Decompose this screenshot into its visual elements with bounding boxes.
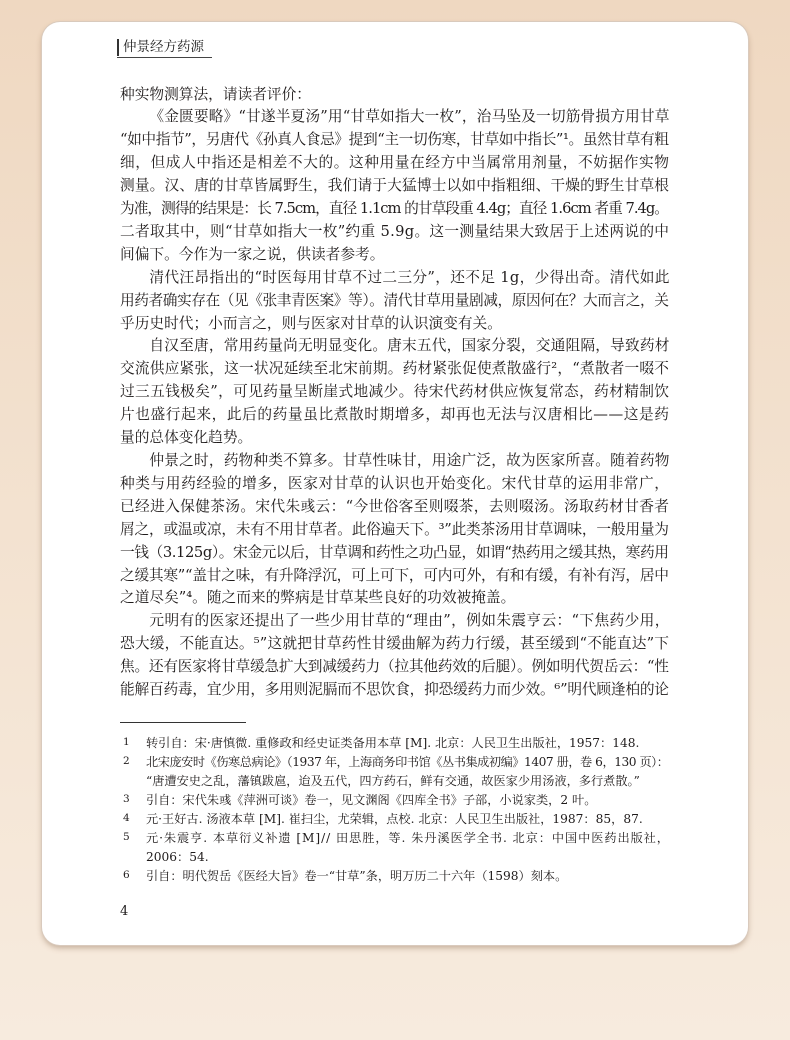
page-number: 4 xyxy=(120,904,129,919)
body-line: 乎历史时代；小而言之，则与医家对甘草的认识演变有关。 xyxy=(120,314,502,332)
paragraph xyxy=(120,84,669,107)
footnote-line: 元·朱震亨. 本草衍义补遗 [M]// 田思胜，等. 朱丹溪医学全书. 北京：中国中医药出版社， xyxy=(146,830,670,845)
body-line: 量的总体变化趋势。 xyxy=(120,429,253,447)
footnote-number: 6 xyxy=(123,868,130,881)
book-page xyxy=(42,22,748,945)
body-line: 用药者确实存在（见《张聿青医案》等）。清代甘草用量剧减，原因何在？大而言之，关 xyxy=(120,291,669,309)
footnote-line: “唐遭安史之乱，藩镇跋扈，迨及五代，四方药石，鲜有交通，故医家少用汤液，多行煮散。” xyxy=(146,773,640,788)
footnote xyxy=(120,753,669,791)
body-line: 细，但成人中指还是相差不大的。这种用量在经方中当属常用剂量，不妨据作实物 xyxy=(120,154,670,172)
running-header-title: 仲景经方药源 xyxy=(123,39,204,55)
body-line: 元明有的医家还提出了一些少用甘草的“理由”，例如朱震亨云：“下焦药少用， xyxy=(149,612,670,630)
footnote-line: 引自：宋代朱彧《萍洲可谈》卷一，见文渊阁《四库全书》子部，小说家类，2 叶。 xyxy=(146,792,597,807)
body-line: 为准，测得的结果是：长 7.5cm，直径 1.1cm 的甘草段重 4.4g；直径 1.6cm 者重 7.4g。 xyxy=(120,200,669,218)
footnote-line: 转引自：宋·唐慎微. 重修政和经史证类备用本草 [M]. 北京：人民卫生出版社，1957：148. xyxy=(146,735,640,750)
body-text xyxy=(120,84,669,702)
paragraph xyxy=(120,335,669,450)
body-line: 之道尽矣”⁴。随之而来的弊病是甘草某些良好的功效被掩盖。 xyxy=(120,589,516,607)
footnote-number: 1 xyxy=(123,735,130,748)
body-line: 二者取其中，则“甘草如指大一枚”约重 5.9g。这一测量结果大致居于上述两说的中 xyxy=(120,222,670,240)
footnote xyxy=(120,867,669,886)
paragraph xyxy=(120,106,669,266)
body-line: 一钱（3.125g）。宋金元以后，甘草调和药性之功凸显，如谓“热药用之缓其热，寒药用 xyxy=(120,543,669,561)
footnote-line: 元·王好古. 汤液本草 [M]. 崔扫尘，尤荣辑，点校. 北京：人民卫生出版社，1987：85，87. xyxy=(146,811,643,826)
footnote xyxy=(120,829,669,867)
footnote-separator xyxy=(120,722,246,723)
footnote-number: 3 xyxy=(123,792,130,805)
footnotes xyxy=(120,734,669,886)
footnote xyxy=(120,734,669,753)
paragraph xyxy=(120,610,669,702)
footnote-line: 北宋庞安时《伤寒总病论》（1937 年，上海商务印书馆《丛书集成初编》1407 册，卷 6，130 页）： xyxy=(146,754,669,769)
paragraph xyxy=(120,267,669,336)
body-line: 交流供应紧张，这一状况延续至北宋前期。药材紧张促使煮散盛行²，“煮散者一啜不 xyxy=(120,360,670,378)
footnote xyxy=(120,791,669,810)
body-line: 种实物测算法，请读者评价： xyxy=(120,85,311,103)
footnote-number: 4 xyxy=(123,811,130,824)
body-line: 恐大缓，不能直达。⁵”这就把甘草药性甘缓曲解为药力行缓，甚至缓到“不能直达”下 xyxy=(120,635,670,653)
body-line: 已经进入保健茶汤。宋代朱彧云：“今世俗客至则啜茶，去则啜汤。汤取药材甘香者 xyxy=(120,497,670,515)
body-line: 屑之，或温或凉，未有不用甘草者。此俗遍天下。³”此类茶汤用甘草调味，一般用量为 xyxy=(120,520,669,538)
footnote-number: 5 xyxy=(123,830,130,843)
body-line: “如中指节”，另唐代《孙真人食忌》提到“主一切伤寒，甘草如中指长”¹。虽然甘草有粗 xyxy=(120,131,669,149)
body-line: 《金匮要略》“甘遂半夏汤”用“甘草如指大一枚”，治马坠及一切筋骨损方用甘草 xyxy=(149,108,670,126)
body-line: 焦。还有医家将甘草缓急扩大到减缓药力（拉其他药效的后腿）。例如明代贺岳云：“性 xyxy=(120,658,669,676)
body-line: 自汉至唐，常用药量尚无明显变化。唐末五代，国家分裂，交通阻隔，导致药材 xyxy=(149,337,670,355)
body-line: 清代汪昂指出的“时医每用甘草不过二三分”，还不足 1g，少得出奇。清代如此 xyxy=(149,268,670,286)
footnote-line: 2006：54. xyxy=(146,849,209,864)
running-header xyxy=(117,37,212,58)
footnote xyxy=(120,810,669,829)
running-header-bar xyxy=(117,39,119,56)
body-line: 能解百药毒，宜少用，多用则泥膈而不思饮食，抑恐缓药力而少效。⁶”明代顾逢柏的论 xyxy=(120,681,669,699)
body-line: 片也盛行起来，此后的药量虽比煮散时期增多，却再也无法与汉唐相比——这是药 xyxy=(120,406,670,424)
body-line: 种类与用药经验的增多，医家对甘草的认识也开始变化。宋代甘草的运用非常广， xyxy=(120,474,670,492)
body-line: 仲景之时，药物种类不算多。甘草性味甘，用途广泛，故为医家所喜。随着药物 xyxy=(149,452,670,469)
footnote-line: 引自：明代贺岳《医经大旨》卷一“甘草”条，明万历二十六年（1598）刻本。 xyxy=(146,868,568,883)
body-line: 过三五钱极矣”，可见药量呈断崖式地减少。待宋代药材供应恢复常态，药材精制饮 xyxy=(120,383,670,401)
body-line: 测量。汉、唐的甘草皆属野生，我们请于大猛博士以如中指粗细、干燥的野生甘草根 xyxy=(120,177,670,195)
body-line: 之缓其寒”“盖甘之味，有升降浮沉，可上可下，可内可外，有和有缓，有补有泻，居中 xyxy=(120,566,669,584)
body-line: 间偏下。今作为一家之说，供读者参考。 xyxy=(120,245,385,263)
footnote-number: 2 xyxy=(123,754,130,767)
paragraph xyxy=(120,450,669,610)
